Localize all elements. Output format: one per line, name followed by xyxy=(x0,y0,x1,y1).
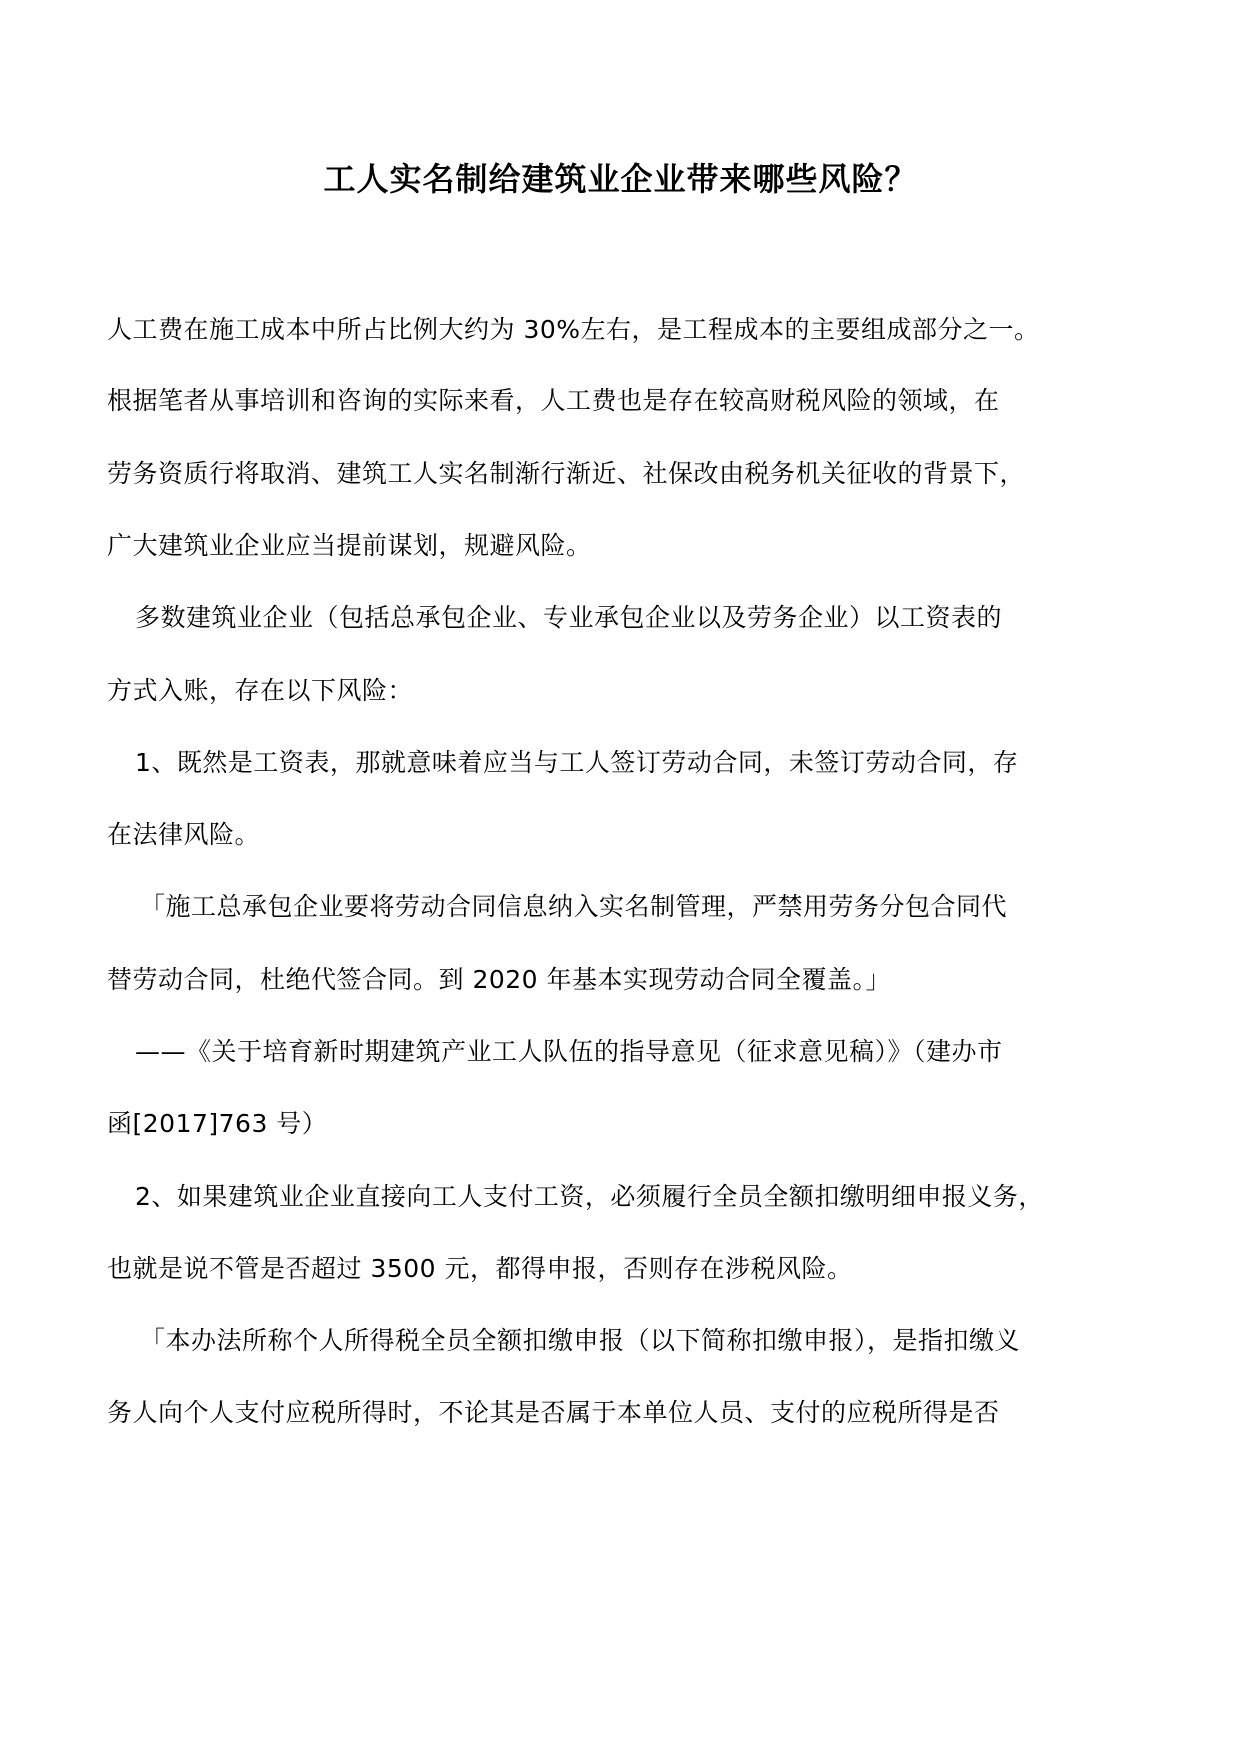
body-line: 在法律风险。 xyxy=(107,820,261,849)
body-line: 人工费在施工成本中所占比例大约为 30%左右，是工程成本的主要组成部分之一。 xyxy=(107,315,1040,344)
body-line: 多数建筑业企业（包括总承包企业、专业承包企业以及劳务企业）以工资表的 xyxy=(135,603,1003,632)
body-line: 广大建筑业企业应当提前谋划，规避风险。 xyxy=(107,531,592,560)
body-line: 劳务资质行将取消、建筑工人实名制渐行渐近、社保改由税务机关征收的背景下， xyxy=(107,459,1026,488)
quote-line: 「本办法所称个人所得税全员全额扣缴申报（以下简称扣缴申报），是指扣缴义 xyxy=(140,1326,1021,1355)
quote-line: 「施工总承包企业要将劳动合同信息纳入实名制管理，严禁用劳务分包合同代 xyxy=(140,892,1008,921)
body-line: 也就是说不管是否超过 3500 元，都得申报，否则存在涉税风险。 xyxy=(107,1254,853,1283)
body-line: 2、如果建筑业企业直接向工人支付工资，必须履行全员全额扣缴明细申报义务， xyxy=(135,1182,1044,1211)
page-title: 工人实名制给建筑业企业带来哪些风险？ xyxy=(323,160,918,198)
citation-line: ——《关于培育新时期建筑产业工人队伍的指导意见（征求意见稿）》（建办市 xyxy=(135,1037,1003,1066)
quote-line: 替劳动合同，杜绝代签合同。到 2020 年基本实现劳动合同全覆盖。」 xyxy=(107,965,892,994)
body-line: 方式入账，存在以下风险： xyxy=(107,676,414,705)
quote-line: 务人向个人支付应税所得时，不论其是否属于本单位人员、支付的应税所得是否 xyxy=(107,1398,1000,1427)
body-line: 根据笔者从事培训和咨询的实际来看，人工费也是存在较高财税风险的领域，在 xyxy=(107,386,1000,415)
body-line: 1、既然是工资表，那就意味着应当与工人签订劳动合同，未签订劳动合同，存 xyxy=(135,748,1019,777)
citation-line: 函[2017]763 号） xyxy=(107,1109,328,1138)
